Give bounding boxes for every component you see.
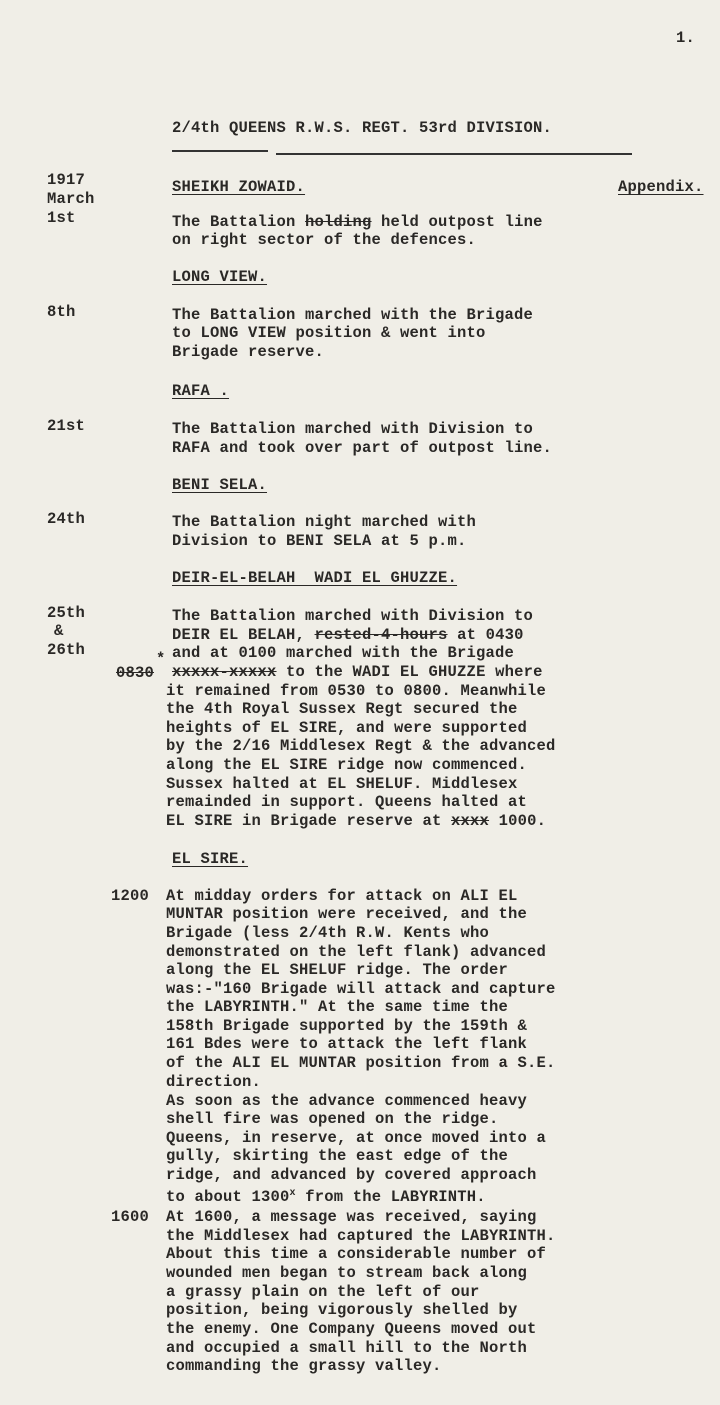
document-title: 2/4th QUEENS R.W.S. REGT. 53rd DIVISION. <box>172 119 553 137</box>
entry-5-line-3: and at 0100 marched with the Brigade <box>172 644 515 662</box>
entry-6-last-line <box>166 1185 486 1207</box>
heading-deir-el-belah: DEIR-EL-BELAH WADI EL GHUZZE. <box>172 569 458 587</box>
entry-1-struck-word: holding <box>305 213 372 231</box>
entry-5-text-c: to the WADI EL GHUZZE where <box>276 663 543 681</box>
entry-7-line: wounded men began to stream back along <box>166 1264 528 1282</box>
entry-5-xed-text: xxxxx-xxxxx <box>172 663 277 681</box>
entry-6-line: As soon as the advance commenced heavy <box>166 1092 528 1110</box>
page-number: 1. <box>676 29 696 47</box>
entry-5-line: Sussex halted at EL SHELUF. Middlesex <box>166 775 518 793</box>
entry-6-line: shell fire was opened on the ridge. <box>166 1110 499 1128</box>
entry-5-line: heights of EL SIRE, and were supported <box>166 719 528 737</box>
date-month: March <box>47 190 95 208</box>
entry-6-line: gully, skirting the east edge of the <box>166 1147 509 1165</box>
date-1st: 1st <box>47 209 76 227</box>
date-8th: 8th <box>47 303 76 321</box>
entry-5-line-4 <box>172 663 543 681</box>
entry-5-line-2 <box>172 626 524 644</box>
entry-6-line: demonstrated on the left flank) advanced <box>166 943 547 961</box>
entry-4-line: Division to BENI SELA at 5 p.m. <box>172 532 467 550</box>
entry-5-text-a: DEIR EL BELAH, <box>172 626 315 644</box>
entry-6-line: Queens, in reserve, at once moved into a <box>166 1129 547 1147</box>
heading-sheikh-zowaid: SHEIKH ZOWAID. <box>172 178 306 196</box>
heading-rafa: RAFA . <box>172 382 230 400</box>
entry-6-line: direction. <box>166 1073 262 1091</box>
entry-6-line: 158th Brigade supported by the 159th & <box>166 1017 528 1035</box>
entry-5-last-line <box>166 812 546 830</box>
date-year: 1917 <box>47 171 86 189</box>
title-underline-right <box>276 153 632 155</box>
entry-3-line: RAFA and took over part of outpost line. <box>172 439 553 457</box>
entry-4-line: The Battalion night marched with <box>172 513 477 531</box>
appendix-label: Appendix. <box>618 178 704 196</box>
entry-5-line: remainded in support. Queens halted at <box>166 793 528 811</box>
entry-5-line: by the 2/16 Middlesex Regt & the advanced <box>166 737 556 755</box>
entry-6-line: MUNTAR position were received, and the <box>166 905 528 923</box>
entry-2-line: The Battalion marched with the Brigade <box>172 306 534 324</box>
entry-6-superscript: x <box>289 1188 296 1199</box>
entry-5-text-b: at 0430 <box>447 626 524 644</box>
date-25th: 25th <box>47 604 86 622</box>
entry-6-line: At midday orders for attack on ALI EL <box>166 887 518 905</box>
entry-7-line: At 1600, a message was received, saying <box>166 1208 537 1226</box>
entry-1-text-a: The Battalion <box>172 213 306 231</box>
entry-1-line-2: on right sector of the defences. <box>172 231 477 249</box>
entry-7-line: and occupied a small hill to the North <box>166 1339 528 1357</box>
entry-2-line: Brigade reserve. <box>172 343 325 361</box>
time-1200: 1200 <box>111 887 150 905</box>
entry-7-line: the Middlesex had captured the LABYRINTH. <box>166 1227 556 1245</box>
entry-5-line-1: The Battalion marched with Division to <box>172 607 534 625</box>
entry-7-line: the enemy. One Company Queens moved out <box>166 1320 537 1338</box>
entry-2-line: to LONG VIEW position & went into <box>172 324 486 342</box>
date-26th: 26th <box>47 641 86 659</box>
entry-7-line: About this time a considerable number of <box>166 1245 547 1263</box>
entry-6-line: along the EL SHELUF ridge. The order <box>166 961 509 979</box>
entry-6-last-text-b: from the LABYRINTH. <box>295 1188 486 1207</box>
entry-5-struck-text: rested-4-hours <box>314 626 448 644</box>
entry-1-text-b: held outpost line <box>371 213 543 231</box>
entry-6-last-text-a: to about 1300 <box>166 1188 290 1207</box>
title-underline-left <box>172 150 268 152</box>
entry-5-line: it remained from 0530 to 0800. Meanwhile <box>166 682 547 700</box>
time-1600: 1600 <box>111 1208 150 1226</box>
entry-5-line: the 4th Royal Sussex Regt secured the <box>166 700 518 718</box>
entry-6-line: the LABYRINTH." At the same time the <box>166 998 509 1016</box>
entry-5-line: along the EL SIRE ridge now commenced. <box>166 756 528 774</box>
entry-7-line: position, being vigorously shelled by <box>166 1301 518 1319</box>
entry-3-line: The Battalion marched with Division to <box>172 420 534 438</box>
entry-5-last-text-b: 1000. <box>489 812 547 830</box>
entry-5-last-text-a: EL SIRE in Brigade reserve at <box>166 812 452 830</box>
entry-5-last-struck: xxxx <box>451 812 490 830</box>
heading-el-sire: EL SIRE. <box>172 850 249 868</box>
entry-1-line-1 <box>172 213 543 231</box>
entry-7-line: commanding the grassy valley. <box>166 1357 442 1375</box>
date-21st: 21st <box>47 417 86 435</box>
heading-beni-sela: BENI SELA. <box>172 476 268 494</box>
date-24th: 24th <box>47 510 86 528</box>
time-0830: 0830 <box>116 664 155 682</box>
entry-6-line: ridge, and advanced by covered approach <box>166 1166 537 1184</box>
entry-6-line: of the ALI EL MUNTAR position from a S.E. <box>166 1054 556 1072</box>
entry-7-line: a grassy plain on the left of our <box>166 1283 480 1301</box>
entry-6-line: was:-"160 Brigade will attack and capture <box>166 980 556 998</box>
time-0830-mark: * <box>156 650 166 668</box>
heading-long-view: LONG VIEW. <box>172 268 268 286</box>
entry-6-line: 161 Bdes were to attack the left flank <box>166 1035 528 1053</box>
date-ampersand: & <box>54 622 64 640</box>
entry-6-line: Brigade (less 2/4th R.W. Kents who <box>166 924 490 942</box>
